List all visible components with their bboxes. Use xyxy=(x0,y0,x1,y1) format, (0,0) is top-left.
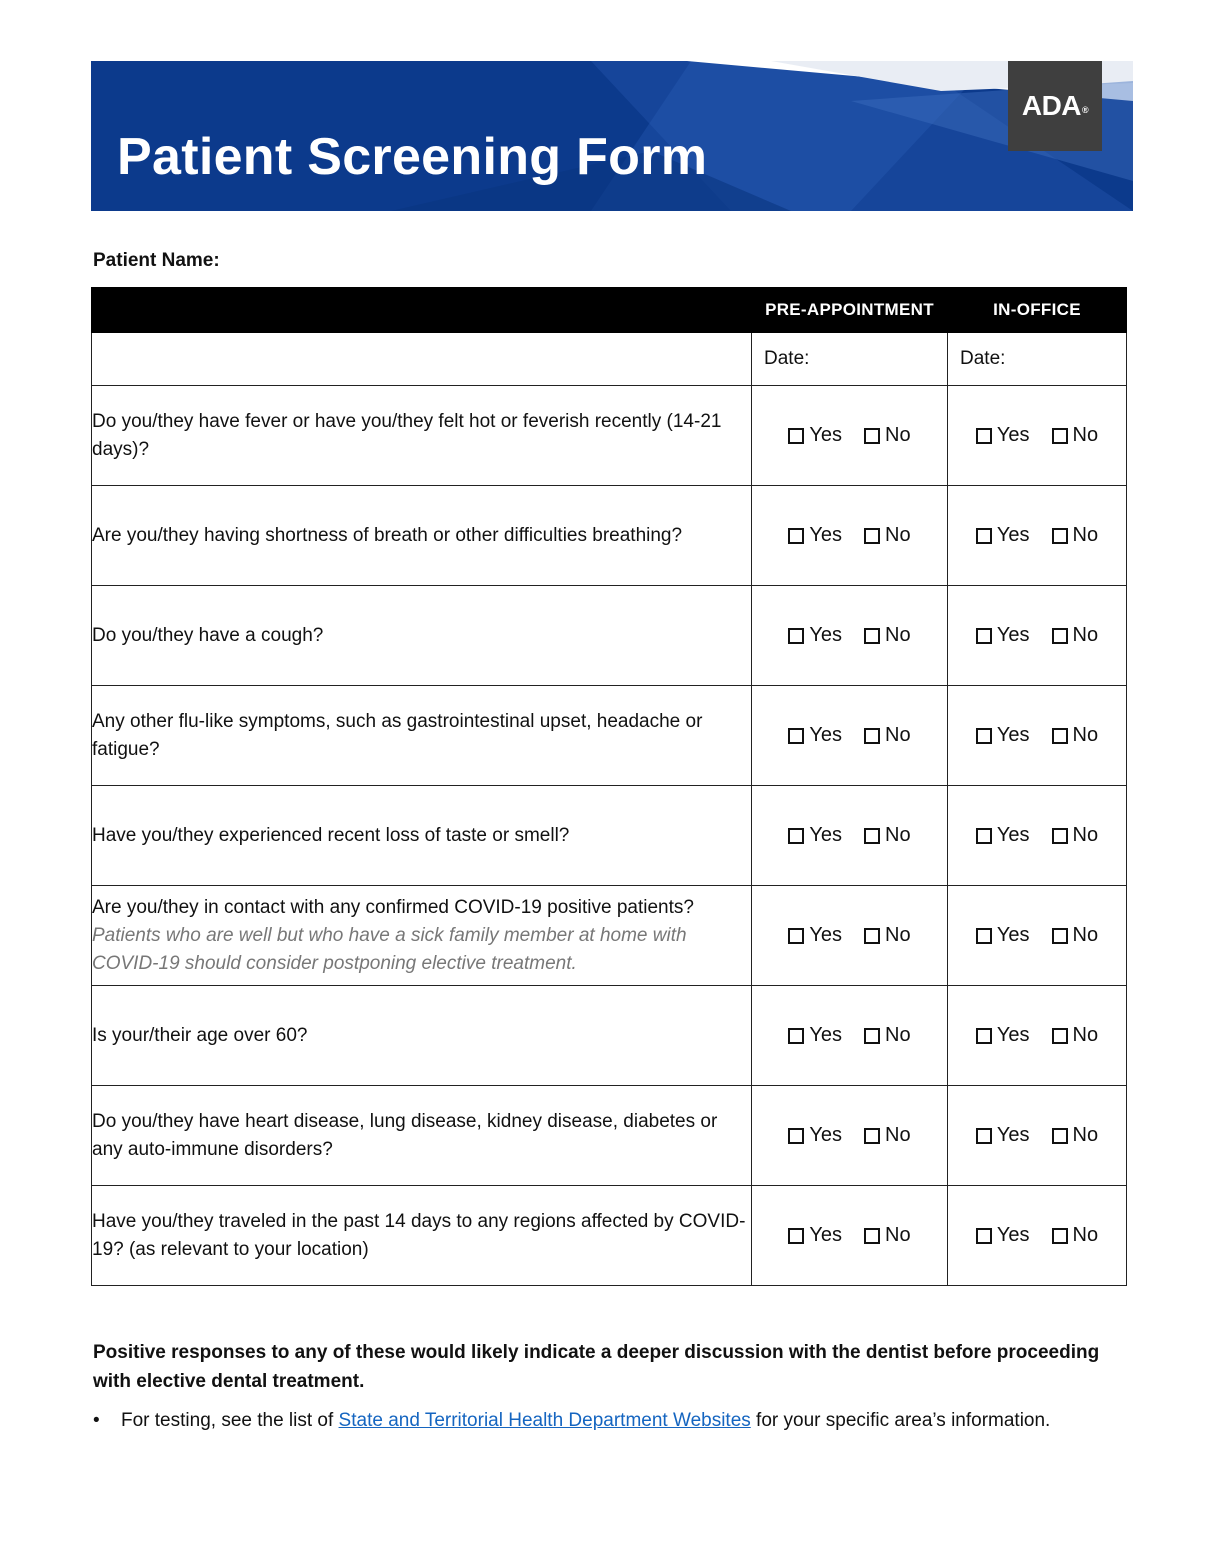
yes-checkbox[interactable] xyxy=(976,528,992,544)
no-option[interactable] xyxy=(864,1224,911,1247)
yes-option[interactable] xyxy=(788,824,842,847)
yes-checkbox[interactable] xyxy=(976,1128,992,1144)
no-option[interactable] xyxy=(1052,1024,1099,1047)
question-text: Do you/they have fever or have you/they felt hot or feverish recently (14-21 days)? xyxy=(92,410,722,460)
no-checkbox[interactable] xyxy=(864,928,880,944)
pre-appointment-answer-cell xyxy=(752,986,948,1086)
no-label: No xyxy=(885,624,911,646)
screening-table xyxy=(91,287,1127,1286)
no-checkbox[interactable] xyxy=(864,1228,880,1244)
health-department-websites-link[interactable]: State and Territorial Health Department Websites xyxy=(338,1410,751,1431)
table-row xyxy=(92,686,1127,786)
yes-label: Yes xyxy=(996,524,1030,546)
yes-option[interactable] xyxy=(976,624,1030,647)
no-option[interactable] xyxy=(1052,524,1099,547)
ada-logo xyxy=(1008,61,1102,151)
yes-option[interactable] xyxy=(788,1024,842,1047)
no-checkbox[interactable] xyxy=(864,1028,880,1044)
no-label: No xyxy=(1072,524,1099,546)
yes-option[interactable] xyxy=(976,524,1030,547)
pre-appointment-answer-cell xyxy=(752,486,948,586)
no-label: No xyxy=(885,924,911,946)
question-text: Is your/their age over 60? xyxy=(92,1024,308,1046)
question-cell xyxy=(92,1086,752,1186)
header-banner xyxy=(91,61,1133,211)
no-option[interactable] xyxy=(864,424,911,447)
yes-checkbox[interactable] xyxy=(788,528,804,544)
yes-label: Yes xyxy=(996,424,1030,446)
no-label: No xyxy=(885,724,911,746)
no-label: No xyxy=(885,1024,911,1046)
no-checkbox[interactable] xyxy=(864,728,880,744)
table-row xyxy=(92,886,1127,986)
question-text: Do you/they have heart disease, lung disease, kidney disease, diabetes or any auto-immune disorders? xyxy=(92,1110,718,1160)
no-label: No xyxy=(1072,1024,1099,1046)
yes-option[interactable] xyxy=(976,924,1030,947)
pre-appointment-answer-cell xyxy=(752,1086,948,1186)
logo-text: ADA xyxy=(1021,90,1082,121)
no-checkbox[interactable] xyxy=(864,428,880,444)
question-cell xyxy=(92,586,752,686)
no-label: No xyxy=(1072,724,1099,746)
no-label: No xyxy=(1072,624,1099,646)
yes-label: Yes xyxy=(996,724,1030,746)
no-option[interactable] xyxy=(864,824,911,847)
no-checkbox[interactable] xyxy=(864,528,880,544)
no-label: No xyxy=(1072,1224,1099,1246)
logo-registered-mark: ® xyxy=(1082,105,1089,115)
no-checkbox[interactable] xyxy=(1052,1028,1068,1044)
no-option[interactable] xyxy=(864,524,911,547)
yes-checkbox[interactable] xyxy=(788,628,804,644)
no-option[interactable] xyxy=(1052,824,1099,847)
question-text: Do you/they have a cough? xyxy=(92,624,324,646)
no-label: No xyxy=(885,1124,911,1146)
no-checkbox[interactable] xyxy=(1052,528,1068,544)
no-label: No xyxy=(885,1224,911,1246)
yes-label: Yes xyxy=(996,1224,1030,1246)
page-title: Patient Screening Form xyxy=(117,128,708,186)
no-checkbox[interactable] xyxy=(1052,828,1068,844)
question-cell xyxy=(92,986,752,1086)
column-header-pre-appointment: PRE-APPOINTMENT xyxy=(752,288,948,333)
question-text: Have you/they experienced recent loss of taste or smell? xyxy=(92,824,570,846)
no-label: No xyxy=(1072,1124,1099,1146)
table-row xyxy=(92,1086,1127,1186)
no-checkbox[interactable] xyxy=(1052,728,1068,744)
date-row-blank-cell xyxy=(92,333,752,386)
yes-label: Yes xyxy=(809,624,843,646)
yes-checkbox[interactable] xyxy=(976,728,992,744)
no-label: No xyxy=(885,824,911,846)
table-row xyxy=(92,386,1127,486)
positive-response-statement: Positive responses to any of these would likely indicate a deeper discussion with the dentist before proceeding with elective dental treatment. xyxy=(93,1342,1100,1392)
table-row xyxy=(92,1186,1127,1286)
table-row xyxy=(92,986,1127,1086)
yes-option[interactable] xyxy=(976,424,1030,447)
yes-option[interactable] xyxy=(788,524,842,547)
bullet-text-after: for your specific area’s information. xyxy=(750,1410,1051,1431)
yes-checkbox[interactable] xyxy=(976,428,992,444)
no-label: No xyxy=(1072,824,1099,846)
no-option[interactable] xyxy=(864,1024,911,1047)
pre-appointment-answer-cell xyxy=(752,1186,948,1286)
no-checkbox[interactable] xyxy=(1052,1228,1068,1244)
yes-label: Yes xyxy=(809,524,843,546)
yes-option[interactable] xyxy=(788,1124,842,1147)
yes-option[interactable] xyxy=(976,824,1030,847)
no-option[interactable] xyxy=(1052,924,1099,947)
bullet-text-before: For testing, see the list of xyxy=(121,1410,339,1431)
yes-checkbox[interactable] xyxy=(788,728,804,744)
yes-label: Yes xyxy=(809,1224,843,1246)
question-cell xyxy=(92,786,752,886)
pre-appointment-date-field[interactable]: Date: xyxy=(752,333,948,386)
no-checkbox[interactable] xyxy=(864,828,880,844)
yes-option[interactable] xyxy=(976,1024,1030,1047)
yes-checkbox[interactable] xyxy=(788,828,804,844)
yes-checkbox[interactable] xyxy=(788,428,804,444)
yes-label: Yes xyxy=(996,624,1030,646)
no-label: No xyxy=(1072,424,1099,446)
no-option[interactable] xyxy=(864,924,911,947)
in-office-answer-cell xyxy=(948,686,1127,786)
in-office-answer-cell xyxy=(948,386,1127,486)
in-office-answer-cell xyxy=(948,1186,1127,1286)
yes-checkbox[interactable] xyxy=(788,1028,804,1044)
no-option[interactable] xyxy=(1052,424,1099,447)
no-option[interactable] xyxy=(1052,624,1099,647)
no-label: No xyxy=(885,424,911,446)
no-label: No xyxy=(1072,924,1099,946)
question-note: Patients who are well but who have a sick family member at home with COVID-19 should consider postponing elective treatment. xyxy=(92,924,687,974)
yes-option[interactable] xyxy=(788,724,842,747)
no-checkbox[interactable] xyxy=(1052,928,1068,944)
no-option[interactable] xyxy=(864,624,911,647)
pre-appointment-answer-cell xyxy=(752,586,948,686)
yes-label: Yes xyxy=(809,1024,843,1046)
no-checkbox[interactable] xyxy=(1052,628,1068,644)
yes-label: Yes xyxy=(809,724,843,746)
in-office-date-field[interactable]: Date: xyxy=(948,333,1127,386)
yes-checkbox[interactable] xyxy=(976,928,992,944)
question-text: Have you/they traveled in the past 14 days to any regions affected by COVID-19? (as relevant to your location) xyxy=(92,1210,746,1260)
question-text: Any other flu-like symptoms, such as gastrointestinal upset, headache or fatigue? xyxy=(92,710,703,760)
no-label: No xyxy=(885,524,911,546)
no-option[interactable] xyxy=(1052,1124,1099,1147)
yes-checkbox[interactable] xyxy=(976,1228,992,1244)
question-cell xyxy=(92,1186,752,1286)
yes-checkbox[interactable] xyxy=(976,828,992,844)
in-office-answer-cell xyxy=(948,586,1127,686)
yes-checkbox[interactable] xyxy=(788,928,804,944)
yes-label: Yes xyxy=(809,1124,843,1146)
yes-option[interactable] xyxy=(788,624,842,647)
in-office-answer-cell xyxy=(948,786,1127,886)
yes-option[interactable] xyxy=(788,424,842,447)
question-text: Are you/they in contact with any confirmed COVID-19 positive patients? xyxy=(92,896,694,918)
yes-label: Yes xyxy=(809,424,843,446)
no-checkbox[interactable] xyxy=(864,628,880,644)
pre-appointment-answer-cell xyxy=(752,786,948,886)
yes-checkbox[interactable] xyxy=(976,1028,992,1044)
table-row xyxy=(92,786,1127,886)
no-checkbox[interactable] xyxy=(864,1128,880,1144)
pre-appointment-answer-cell xyxy=(752,686,948,786)
yes-label: Yes xyxy=(996,924,1030,946)
no-option[interactable] xyxy=(1052,1224,1099,1247)
yes-label: Yes xyxy=(809,924,843,946)
no-checkbox[interactable] xyxy=(1052,428,1068,444)
in-office-answer-cell xyxy=(948,886,1127,986)
yes-label: Yes xyxy=(996,1124,1030,1146)
header-blank-cell xyxy=(92,288,752,333)
yes-checkbox[interactable] xyxy=(788,1228,804,1244)
in-office-answer-cell xyxy=(948,1086,1127,1186)
no-option[interactable] xyxy=(1052,724,1099,747)
question-cell xyxy=(92,686,752,786)
no-option[interactable] xyxy=(864,1124,911,1147)
table-row xyxy=(92,486,1127,586)
question-cell xyxy=(92,486,752,586)
in-office-answer-cell xyxy=(948,986,1127,1086)
testing-info-bullet xyxy=(93,1410,1050,1432)
pre-appointment-answer-cell xyxy=(752,886,948,986)
yes-checkbox[interactable] xyxy=(788,1128,804,1144)
yes-option[interactable] xyxy=(976,1124,1030,1147)
no-checkbox[interactable] xyxy=(1052,1128,1068,1144)
yes-option[interactable] xyxy=(976,724,1030,747)
column-header-in-office: IN-OFFICE xyxy=(948,288,1127,333)
question-text: Are you/they having shortness of breath or other difficulties breathing? xyxy=(92,524,683,546)
question-cell xyxy=(92,386,752,486)
yes-option[interactable] xyxy=(788,1224,842,1247)
date-row xyxy=(92,333,1127,386)
table-row xyxy=(92,586,1127,686)
yes-label: Yes xyxy=(996,824,1030,846)
pre-appointment-answer-cell xyxy=(752,386,948,486)
bullet-dot-icon: • xyxy=(93,1410,100,1431)
no-option[interactable] xyxy=(864,724,911,747)
yes-label: Yes xyxy=(996,1024,1030,1046)
yes-option[interactable] xyxy=(976,1224,1030,1247)
patient-name-label: Patient Name: xyxy=(93,250,220,271)
in-office-answer-cell xyxy=(948,486,1127,586)
yes-checkbox[interactable] xyxy=(976,628,992,644)
yes-option[interactable] xyxy=(788,924,842,947)
table-header-row xyxy=(92,288,1127,333)
yes-label: Yes xyxy=(809,824,843,846)
question-cell xyxy=(92,886,752,986)
